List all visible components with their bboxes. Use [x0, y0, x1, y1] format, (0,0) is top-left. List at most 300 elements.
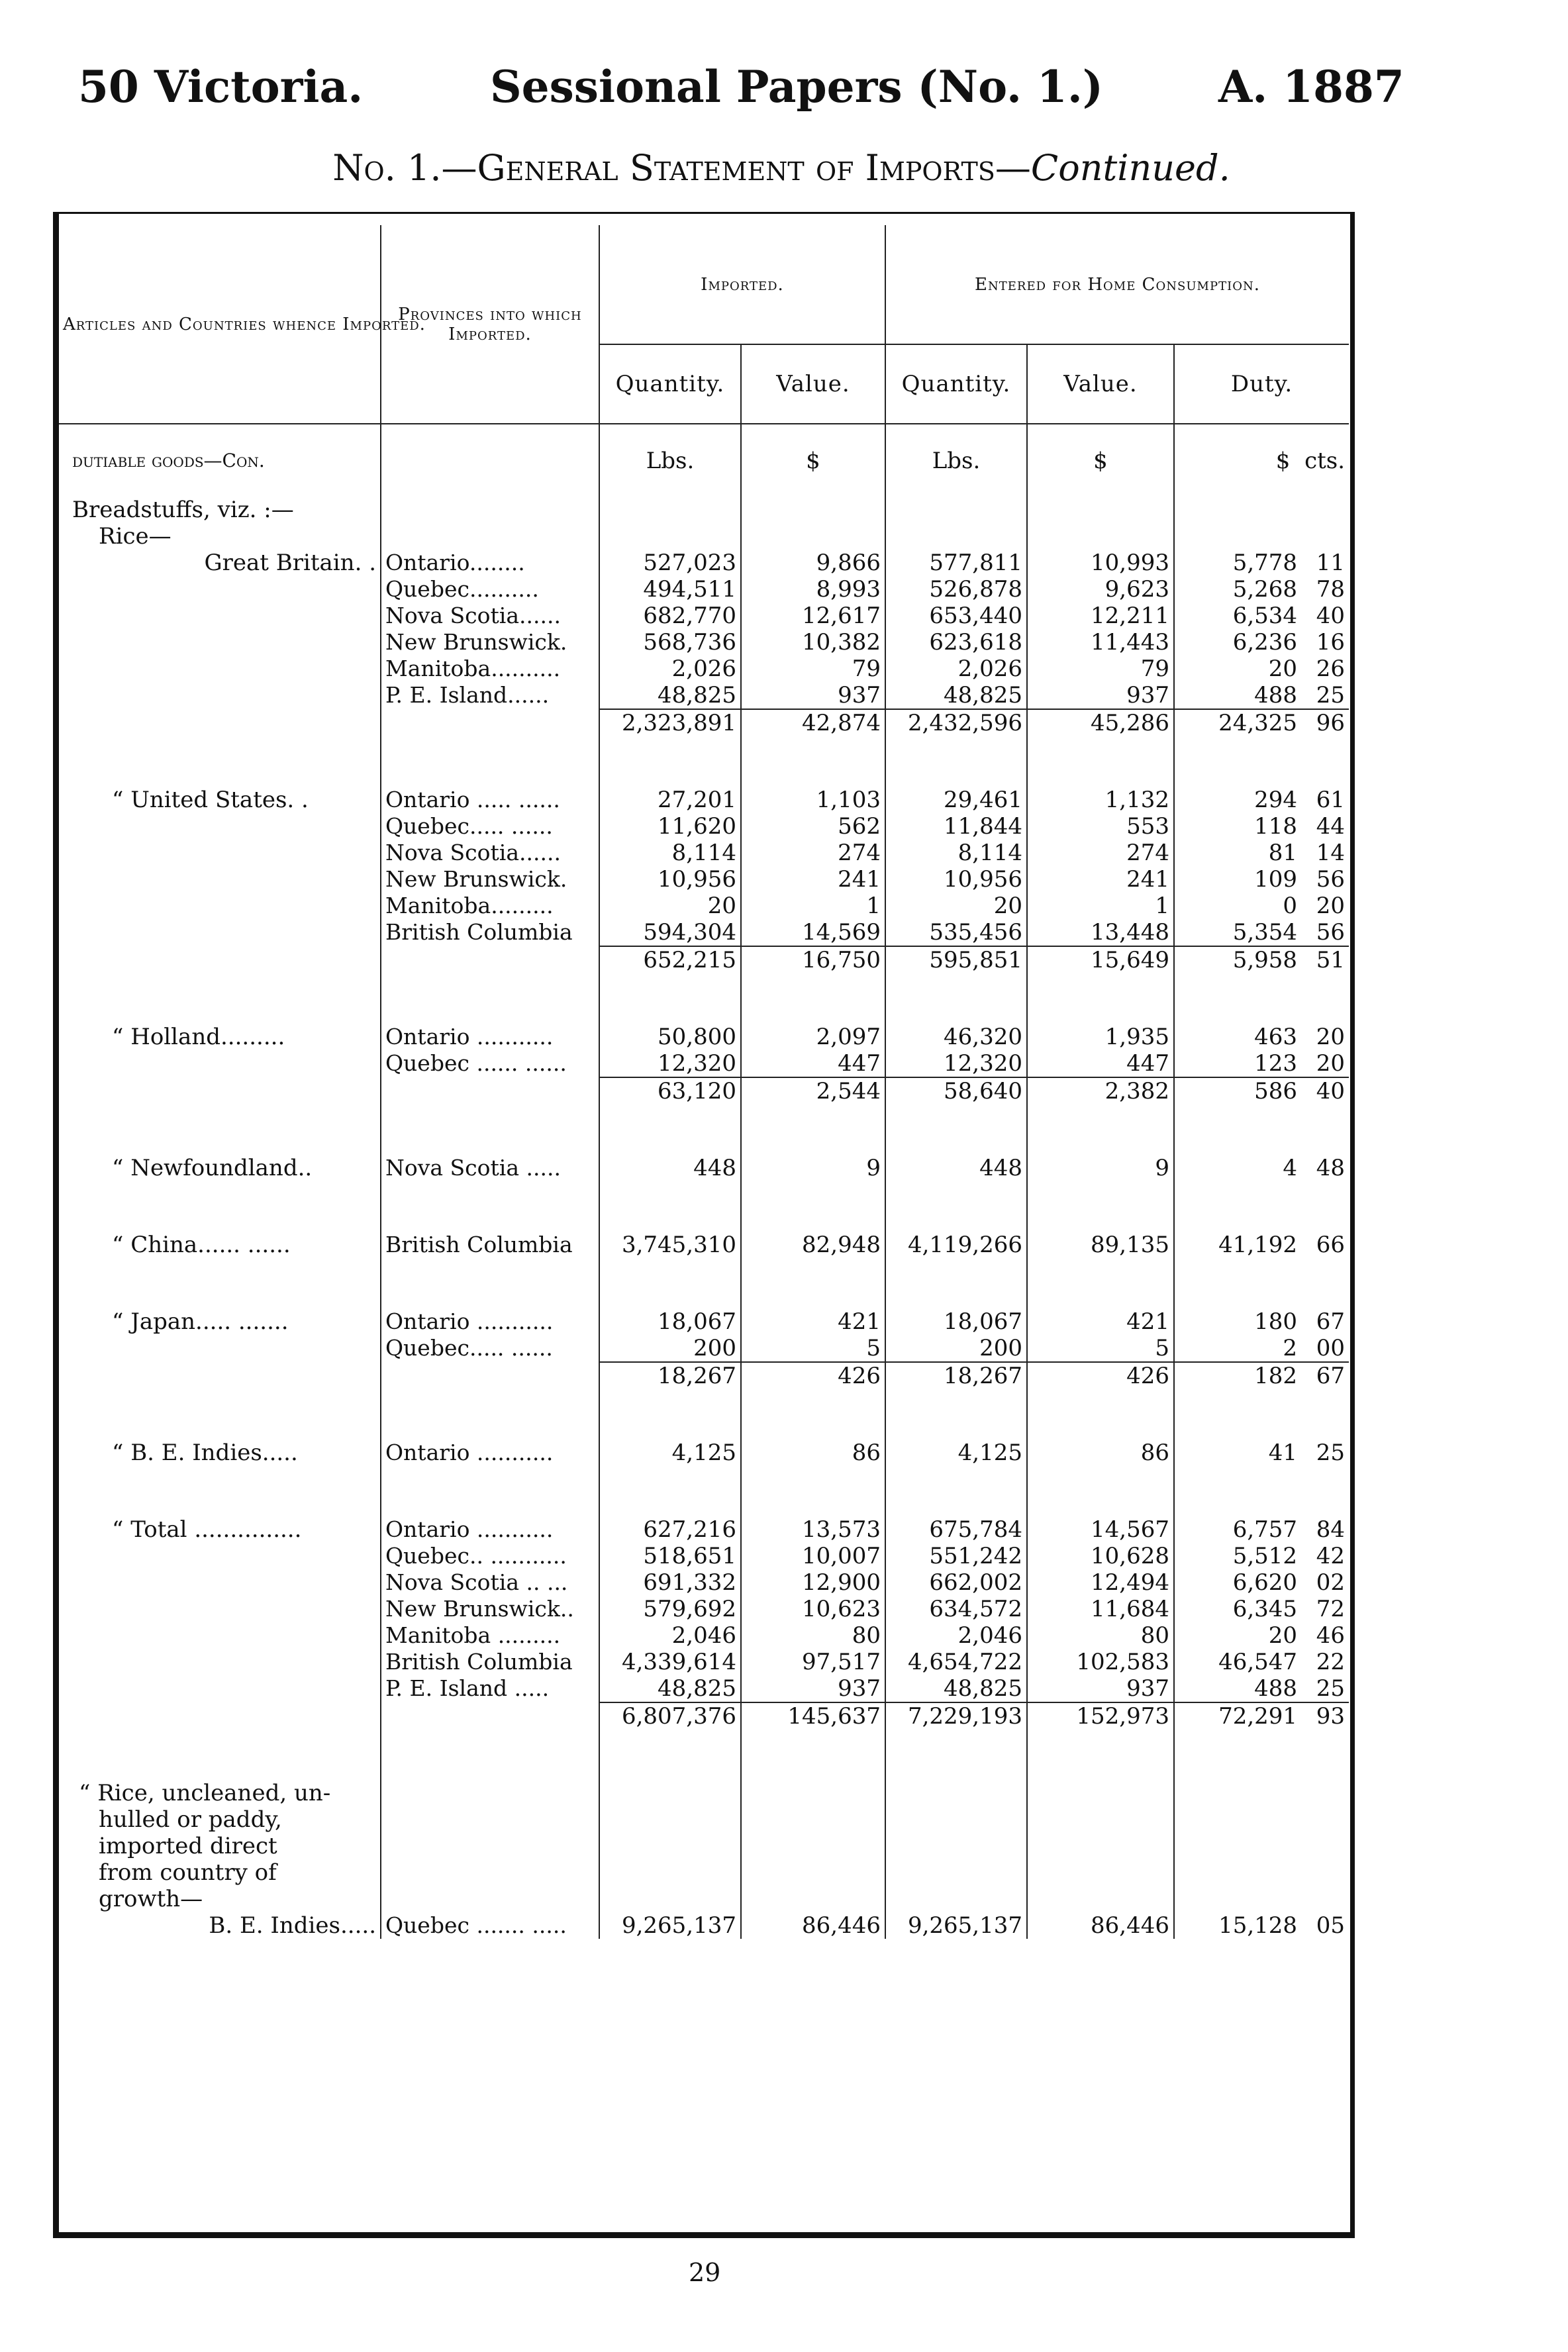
- col-quantity: Quantity.: [599, 344, 741, 424]
- value-home-cell: 12,494: [1027, 1569, 1174, 1596]
- paddy-description-line: from country of: [59, 1859, 381, 1886]
- value-cell: 86,446: [741, 1912, 885, 1939]
- col-quantity-home: Quantity.: [885, 344, 1027, 424]
- duty-cell: [1174, 1155, 1349, 1181]
- country-blank: [59, 576, 381, 603]
- subtotal-value: 42,874: [741, 709, 885, 736]
- duty-dollars: 41,192: [1218, 1232, 1298, 1258]
- breadstuffs-label: Breadstuffs, viz. :—: [59, 497, 381, 523]
- table-title: [219, 147, 1344, 189]
- unit-dollar-home: $: [1027, 424, 1174, 497]
- duty-cents: 05: [1316, 1912, 1346, 1939]
- value-cell: 10,623: [741, 1596, 885, 1622]
- col-imported: Imported.: [599, 225, 885, 344]
- duty-dollars: 294: [1254, 787, 1298, 813]
- subtotal-row: [59, 709, 1349, 736]
- subtotal-row: [59, 946, 1349, 973]
- duty-cents: 40: [1316, 603, 1346, 629]
- quantity-home-cell: 448: [885, 1155, 1027, 1181]
- country-label: “ Newfoundland..: [59, 1155, 381, 1181]
- duty-dollars: 118: [1254, 813, 1298, 840]
- col-articles: Articles and Countries whence Imported.: [59, 225, 381, 424]
- duty-cell: [1174, 1912, 1349, 1939]
- country-label: “ United States. .: [59, 787, 381, 813]
- quantity-home-cell: 4,654,722: [885, 1649, 1027, 1675]
- unit-cts: cts.: [1304, 447, 1346, 474]
- province-cell: P. E. Island .....: [381, 1675, 599, 1702]
- value-home-cell: 80: [1027, 1622, 1174, 1649]
- duty-cents: 46: [1316, 1622, 1346, 1649]
- country-blank: [59, 813, 381, 840]
- province-cell: Ontario ..... ......: [381, 787, 599, 813]
- paddy-description-line: hulled or paddy,: [59, 1806, 381, 1833]
- value-cell: 13,573: [741, 1516, 885, 1543]
- province-cell: Quebec.. ...........: [381, 1543, 599, 1569]
- table-row: [59, 840, 1349, 866]
- duty-cell: [1174, 1516, 1349, 1543]
- quantity-cell: 20: [599, 893, 741, 919]
- value-home-cell: 5: [1027, 1335, 1174, 1362]
- quantity-cell: 8,114: [599, 840, 741, 866]
- province-cell: Quebec..... ......: [381, 1335, 599, 1362]
- value-home-cell: 9: [1027, 1155, 1174, 1181]
- province-cell: P. E. Island......: [381, 682, 599, 709]
- country-blank: [59, 1596, 381, 1622]
- table-row: [59, 787, 1349, 813]
- country-label: Great Britain. .: [59, 550, 381, 576]
- quantity-cell: 12,320: [599, 1050, 741, 1077]
- unit-dollar: $: [741, 424, 885, 497]
- province-cell: Nova Scotia .....: [381, 1155, 599, 1181]
- value-cell: 9: [741, 1155, 885, 1181]
- duty-cell: [1174, 1440, 1349, 1466]
- table-row: [59, 1622, 1349, 1649]
- subtotal-duty: [1174, 709, 1349, 736]
- duty-dollars: 6,345: [1232, 1596, 1298, 1622]
- value-cell: 86: [741, 1440, 885, 1466]
- subtotal-value: 426: [741, 1362, 885, 1389]
- duty-dollars: 6,236: [1232, 629, 1298, 656]
- country-blank: [59, 656, 381, 682]
- quantity-home-cell: 200: [885, 1335, 1027, 1362]
- province-cell: Ontario ...........: [381, 1440, 599, 1466]
- duty-cell: [1174, 1543, 1349, 1569]
- value-cell: 8,993: [741, 576, 885, 603]
- province-cell: Ontario ...........: [381, 1024, 599, 1050]
- quantity-home-cell: 551,242: [885, 1543, 1027, 1569]
- country-blank: [59, 1543, 381, 1569]
- unit-duty-dollar: $: [1275, 447, 1291, 474]
- duty-cell: [1174, 1649, 1349, 1675]
- duty-cell: [1174, 603, 1349, 629]
- duty-cell: [1174, 1050, 1349, 1077]
- table-row: [59, 1440, 1349, 1466]
- value-home-cell: 10,993: [1027, 550, 1174, 576]
- province-cell: Manitoba..........: [381, 656, 599, 682]
- value-home-cell: 1,132: [1027, 787, 1174, 813]
- value-cell: 14,569: [741, 919, 885, 946]
- table-row: [59, 1912, 1349, 1939]
- table-row: [59, 576, 1349, 603]
- duty-dollars: 6,757: [1232, 1516, 1298, 1543]
- table-row: [59, 629, 1349, 656]
- value-home-cell: 553: [1027, 813, 1174, 840]
- quantity-home-cell: 662,002: [885, 1569, 1027, 1596]
- quantity-home-cell: 4,119,266: [885, 1232, 1027, 1258]
- province-cell: Nova Scotia .. ...: [381, 1569, 599, 1596]
- value-home-cell: 102,583: [1027, 1649, 1174, 1675]
- duty-cents: 22: [1316, 1649, 1346, 1675]
- duty-dollars: 180: [1254, 1308, 1298, 1335]
- value-home-cell: 13,448: [1027, 919, 1174, 946]
- value-home-cell: 79: [1027, 656, 1174, 682]
- quantity-cell: 10,956: [599, 866, 741, 893]
- subtotal-quantity: 6,807,376: [599, 1702, 741, 1730]
- duty-cents: 02: [1316, 1569, 1346, 1596]
- subtotal-quantity-home: 595,851: [885, 946, 1027, 973]
- subtotal-quantity: 652,215: [599, 946, 741, 973]
- table-row: [59, 1516, 1349, 1543]
- duty-dollars: 5,268: [1232, 576, 1298, 603]
- quantity-home-cell: 634,572: [885, 1596, 1027, 1622]
- province-cell: New Brunswick..: [381, 1596, 599, 1622]
- quantity-home-cell: 535,456: [885, 919, 1027, 946]
- value-home-cell: 421: [1027, 1308, 1174, 1335]
- value-home-cell: 11,684: [1027, 1596, 1174, 1622]
- subtotal-duty: [1174, 1077, 1349, 1104]
- province-cell: Ontario ...........: [381, 1516, 599, 1543]
- quantity-home-cell: 20: [885, 893, 1027, 919]
- subtotal-quantity-home: 58,640: [885, 1077, 1027, 1104]
- value-home-cell: 12,211: [1027, 603, 1174, 629]
- header-title: Sessional Papers (No. 1.): [490, 61, 1104, 113]
- country-blank: [59, 603, 381, 629]
- table-row: [59, 1543, 1349, 1569]
- duty-cents: 20: [1316, 1050, 1346, 1077]
- quantity-home-cell: 2,046: [885, 1622, 1027, 1649]
- col-value: Value.: [741, 344, 885, 424]
- table-title-continued: Continued.: [1030, 147, 1230, 189]
- value-home-cell: 1,935: [1027, 1024, 1174, 1050]
- country-blank: [59, 919, 381, 946]
- country-blank: [59, 629, 381, 656]
- duty-cents: 66: [1316, 1232, 1346, 1258]
- table-row: [59, 656, 1349, 682]
- value-cell: 82,948: [741, 1232, 885, 1258]
- duty-cell: [1174, 893, 1349, 919]
- quantity-home-cell: 11,844: [885, 813, 1027, 840]
- value-cell: 421: [741, 1308, 885, 1335]
- col-provinces: Provinces into which Imported.: [381, 225, 599, 424]
- quantity-cell: 9,265,137: [599, 1912, 741, 1939]
- value-cell: 937: [741, 1675, 885, 1702]
- province-cell: British Columbia: [381, 919, 599, 946]
- country-label: “ Total ...............: [59, 1516, 381, 1543]
- subtotal-row: [59, 1702, 1349, 1730]
- country-blank: [59, 840, 381, 866]
- duty-cents: 48: [1316, 1155, 1346, 1181]
- subtotal-quantity: 2,323,891: [599, 709, 741, 736]
- value-cell: 937: [741, 682, 885, 709]
- duty-cents: 25: [1316, 1440, 1346, 1466]
- duty-dollars: 123: [1254, 1050, 1298, 1077]
- quantity-home-cell: 2,026: [885, 656, 1027, 682]
- duty-cell: [1174, 1596, 1349, 1622]
- duty-dollars: 15,128: [1218, 1912, 1298, 1939]
- province-cell: British Columbia: [381, 1649, 599, 1675]
- value-home-cell: 9,623: [1027, 576, 1174, 603]
- col-entered: Entered for Home Consumption.: [885, 225, 1349, 344]
- subtotal-duty-cents: 51: [1316, 947, 1346, 973]
- province-cell: Manitoba .........: [381, 1622, 599, 1649]
- duty-cents: 25: [1316, 1675, 1346, 1702]
- subtotal-value: 145,637: [741, 1702, 885, 1730]
- value-home-cell: 89,135: [1027, 1232, 1174, 1258]
- subtotal-quantity-home: 18,267: [885, 1362, 1027, 1389]
- province-cell: Quebec..........: [381, 576, 599, 603]
- table-row: [59, 1675, 1349, 1702]
- subtotal-row: [59, 1362, 1349, 1389]
- duty-cell: [1174, 550, 1349, 576]
- col-duty: Duty.: [1174, 344, 1349, 424]
- duty-dollars: 2: [1283, 1335, 1298, 1361]
- quantity-cell: 48,825: [599, 1675, 741, 1702]
- country-blank: [59, 1335, 381, 1362]
- duty-dollars: 6,534: [1232, 603, 1298, 629]
- quantity-cell: 494,511: [599, 576, 741, 603]
- value-home-cell: 937: [1027, 682, 1174, 709]
- subtotal-duty: [1174, 1702, 1349, 1730]
- duty-cell: [1174, 682, 1349, 709]
- province-cell: New Brunswick.: [381, 629, 599, 656]
- table-row: [59, 919, 1349, 946]
- quantity-cell: 594,304: [599, 919, 741, 946]
- duty-cents: 84: [1316, 1516, 1346, 1543]
- duty-dollars: 5,354: [1232, 919, 1298, 946]
- province-cell: Quebec ...... ......: [381, 1050, 599, 1077]
- paddy-description-line: “ Rice, uncleaned, un-: [59, 1780, 381, 1806]
- quantity-home-cell: 577,811: [885, 550, 1027, 576]
- duty-cell: [1174, 919, 1349, 946]
- province-cell: Nova Scotia......: [381, 840, 599, 866]
- duty-dollars: 5,512: [1232, 1543, 1298, 1569]
- subtotal-quantity-home: 7,229,193: [885, 1702, 1027, 1730]
- duty-cents: 56: [1316, 866, 1346, 893]
- country-label: “ China...... ......: [59, 1232, 381, 1258]
- duty-cents: 67: [1316, 1308, 1346, 1335]
- value-home-cell: 447: [1027, 1050, 1174, 1077]
- subtotal-value-home: 152,973: [1027, 1702, 1174, 1730]
- duty-cell: [1174, 576, 1349, 603]
- quantity-cell: 2,026: [599, 656, 741, 682]
- value-cell: 1: [741, 893, 885, 919]
- duty-cell: [1174, 1569, 1349, 1596]
- value-cell: 12,900: [741, 1569, 885, 1596]
- quantity-home-cell: 4,125: [885, 1440, 1027, 1466]
- table-row: [59, 550, 1349, 576]
- duty-cents: 14: [1316, 840, 1346, 866]
- duty-cents: 44: [1316, 813, 1346, 840]
- duty-cents: 20: [1316, 1024, 1346, 1050]
- table-row: [59, 1024, 1349, 1050]
- quantity-cell: 448: [599, 1155, 741, 1181]
- table-row: [59, 1596, 1349, 1622]
- country-blank: [59, 1649, 381, 1675]
- value-home-cell: 274: [1027, 840, 1174, 866]
- duty-cell: [1174, 1622, 1349, 1649]
- quantity-home-cell: 9,265,137: [885, 1912, 1027, 1939]
- table-row: [59, 1050, 1349, 1077]
- quantity-home-cell: 623,618: [885, 629, 1027, 656]
- value-cell: 274: [741, 840, 885, 866]
- duty-cents: 00: [1316, 1335, 1346, 1361]
- quantity-cell: 691,332: [599, 1569, 741, 1596]
- quantity-cell: 527,023: [599, 550, 741, 576]
- header-session: 50 Victoria.: [78, 61, 364, 113]
- value-cell: 1,103: [741, 787, 885, 813]
- quantity-cell: 50,800: [599, 1024, 741, 1050]
- value-home-cell: 937: [1027, 1675, 1174, 1702]
- value-cell: 97,517: [741, 1649, 885, 1675]
- country-label: “ Japan..... .......: [59, 1308, 381, 1335]
- paddy-description-line: growth—: [59, 1886, 381, 1912]
- table-row: [59, 682, 1349, 709]
- subtotal-duty: [1174, 946, 1349, 973]
- province-cell: Nova Scotia......: [381, 603, 599, 629]
- duty-cell: [1174, 629, 1349, 656]
- duty-dollars: 20: [1268, 1622, 1298, 1649]
- paddy-description-line: imported direct: [59, 1833, 381, 1859]
- duty-cents: 72: [1316, 1596, 1346, 1622]
- quantity-cell: 27,201: [599, 787, 741, 813]
- quantity-home-cell: 675,784: [885, 1516, 1027, 1543]
- quantity-home-cell: 48,825: [885, 682, 1027, 709]
- subtotal-quantity: 18,267: [599, 1362, 741, 1389]
- duty-cents: 20: [1316, 893, 1346, 919]
- subtotal-duty: [1174, 1362, 1349, 1389]
- subtotal-duty-cents: 67: [1316, 1363, 1346, 1389]
- country-blank: [59, 1569, 381, 1596]
- province-cell: Ontario........: [381, 550, 599, 576]
- col-value-home: Value.: [1027, 344, 1174, 424]
- table-row: [59, 866, 1349, 893]
- value-home-cell: 241: [1027, 866, 1174, 893]
- quantity-cell: 627,216: [599, 1516, 741, 1543]
- value-cell: 5: [741, 1335, 885, 1362]
- duty-cents: 78: [1316, 576, 1346, 603]
- duty-dollars: 20: [1268, 656, 1298, 682]
- duty-cell: [1174, 813, 1349, 840]
- quantity-cell: 2,046: [599, 1622, 741, 1649]
- subtotal-value-home: 15,649: [1027, 946, 1174, 973]
- table-row: [59, 1232, 1349, 1258]
- quantity-cell: 518,651: [599, 1543, 741, 1569]
- subtotal-value: 2,544: [741, 1077, 885, 1104]
- country-label: “ B. E. Indies.....: [59, 1440, 381, 1466]
- duty-dollars: 4: [1283, 1155, 1298, 1181]
- country-blank: [59, 1050, 381, 1077]
- subtotal-duty-cents: 93: [1316, 1703, 1346, 1730]
- table-row: [59, 1335, 1349, 1362]
- country-blank: [59, 893, 381, 919]
- country-blank: [59, 682, 381, 709]
- page-number: 29: [689, 2258, 721, 2287]
- subtotal-duty-cents: 96: [1316, 710, 1346, 736]
- duty-cents: 56: [1316, 919, 1346, 946]
- duty-cents: 16: [1316, 629, 1346, 656]
- value-cell: 12,617: [741, 603, 885, 629]
- imports-table: [59, 225, 1349, 1939]
- quantity-home-cell: 29,461: [885, 787, 1027, 813]
- duty-cents: 26: [1316, 656, 1346, 682]
- duty-cell: [1174, 866, 1349, 893]
- quantity-cell: 48,825: [599, 682, 741, 709]
- country-blank: [59, 1622, 381, 1649]
- duty-cell: [1174, 656, 1349, 682]
- duty-dollars: 0: [1283, 893, 1298, 919]
- quantity-home-cell: 526,878: [885, 576, 1027, 603]
- subtotal-duty-dollars: 24,325: [1218, 710, 1298, 736]
- duty-dollars: 463: [1254, 1024, 1298, 1050]
- value-cell: 80: [741, 1622, 885, 1649]
- value-cell: 447: [741, 1050, 885, 1077]
- duty-dollars: 81: [1268, 840, 1298, 866]
- quantity-cell: 4,339,614: [599, 1649, 741, 1675]
- value-home-cell: 86: [1027, 1440, 1174, 1466]
- value-home-cell: 14,567: [1027, 1516, 1174, 1543]
- quantity-cell: 4,125: [599, 1440, 741, 1466]
- province-cell: Quebec ....... .....: [381, 1912, 599, 1939]
- subtotal-value-home: 45,286: [1027, 709, 1174, 736]
- quantity-home-cell: 8,114: [885, 840, 1027, 866]
- table-row: [59, 1155, 1349, 1181]
- quantity-cell: 200: [599, 1335, 741, 1362]
- duty-cents: 11: [1316, 550, 1346, 576]
- country-blank: [59, 866, 381, 893]
- duty-cell: [1174, 840, 1349, 866]
- value-cell: 241: [741, 866, 885, 893]
- country-label: B. E. Indies.....: [59, 1912, 381, 1939]
- duty-dollars: 6,620: [1232, 1569, 1298, 1596]
- subtotal-quantity: 63,120: [599, 1077, 741, 1104]
- province-cell: New Brunswick.: [381, 866, 599, 893]
- quantity-cell: 568,736: [599, 629, 741, 656]
- province-cell: Ontario ...........: [381, 1308, 599, 1335]
- value-cell: 79: [741, 656, 885, 682]
- duty-dollars: 41: [1268, 1440, 1298, 1466]
- table-row: [59, 1649, 1349, 1675]
- duty-dollars: 488: [1254, 682, 1298, 709]
- table-row: [59, 1308, 1349, 1335]
- country-blank: [59, 1675, 381, 1702]
- subtotal-duty-cents: 40: [1316, 1078, 1346, 1104]
- subtotal-value-home: 426: [1027, 1362, 1174, 1389]
- value-cell: 9,866: [741, 550, 885, 576]
- table-row: [59, 813, 1349, 840]
- duty-cell: [1174, 1232, 1349, 1258]
- province-cell: Quebec..... ......: [381, 813, 599, 840]
- duty-dollars: 5,778: [1232, 550, 1298, 576]
- quantity-home-cell: 48,825: [885, 1675, 1027, 1702]
- duty-cents: 42: [1316, 1543, 1346, 1569]
- subtotal-value: 16,750: [741, 946, 885, 973]
- dutiable-goods-label: dutiable goods—Con.: [59, 424, 381, 497]
- subtotal-row: [59, 1077, 1349, 1104]
- duty-cents: 61: [1316, 787, 1346, 813]
- quantity-home-cell: 653,440: [885, 603, 1027, 629]
- duty-cell: [1174, 1335, 1349, 1362]
- value-home-cell: 10,628: [1027, 1543, 1174, 1569]
